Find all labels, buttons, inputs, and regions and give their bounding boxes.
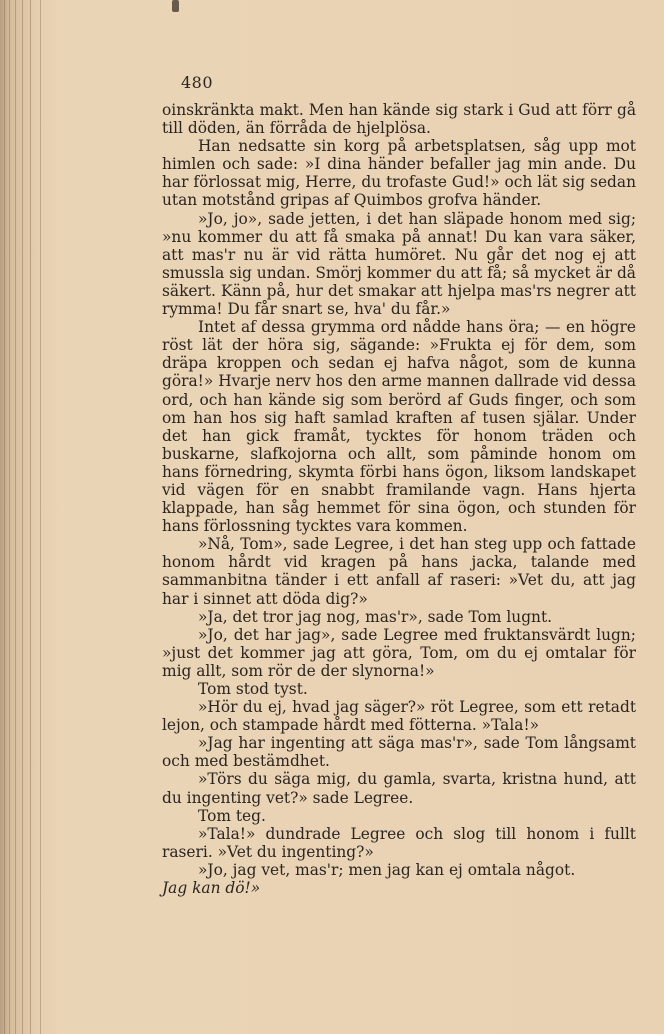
- paragraph: oinskränkta makt. Men han kände sig stark i Gud att förr gå till döden, än förråda de hjelplösa.: [162, 101, 636, 138]
- page-edge-line: [40, 0, 41, 1034]
- paragraph: »Jo, det har jag», sade Legree med fruktansvärdt lugn; »just det kommer jag att göra, Tom, om du ej omtalar för mig allt, som rör de der slynorna!»: [162, 625, 636, 680]
- page-edge-line: [9, 0, 10, 1034]
- italic-closing-text: Jag kan dö!»: [162, 879, 261, 898]
- paragraph: »Jo, jag vet, mas'r; men jag kan ej omtala något.: [198, 860, 576, 879]
- paragraph: »Nå, Tom», sade Legree, i det han steg upp och fattade honom hårdt vid kragen på hans jacka, talande med sammanbitna tänder i ett anfall af raseri: »Vet du, att jag har i sinnet att döda dig?»: [162, 535, 636, 608]
- page-edge-line: [4, 0, 5, 1034]
- paragraph: »Tala!» dundrade Legree och slog till honom i fullt raseri. »Vet du ingenting?»: [162, 824, 636, 861]
- paragraph: Tom teg.: [198, 806, 266, 825]
- page-number: 480: [181, 73, 214, 92]
- paragraph: »Ja, det tror jag nog, mas'r», sade Tom lugnt.: [198, 607, 553, 626]
- page-edge-line: [15, 0, 16, 1034]
- ink-mark: [172, 0, 179, 12]
- page-edge-line: [22, 0, 23, 1034]
- paragraph: »Jag har ingenting att säga mas'r», sade Tom långsamt och med bestämdhet.: [162, 734, 636, 771]
- body-text: [162, 101, 636, 897]
- paragraph: Tom stod tyst.: [198, 680, 308, 698]
- paragraph: »Jo, jo», sade jetten, i det han släpade honom med sig; »nu kommer du att få smaka på annat! Du kan vara säker, att mas'r nu är vid rätta humöret. Nu går det nog ej att smussla sig undan. Smörj kommer du att få; så mycket är då säkert. Känn på, hur det smakar att hjelpa mas'rs negrer att rymma! Du får snart se, hva' du får.»: [162, 209, 636, 319]
- paragraph: »Törs du säga mig, du gamla, svarta, kristna hund, att du ingenting vet?» sade Legree.: [162, 770, 636, 807]
- closing-line: [162, 879, 636, 897]
- paragraph: »Hör du ej, hvad jag säger?» röt Legree, som ett retadt lejon, och stampade hårdt med fötterna. »Tala!»: [162, 698, 636, 735]
- page-edge-line: [30, 0, 31, 1034]
- paragraph: Han nedsatte sin korg på arbetsplatsen, såg upp mot himlen och sade: »I dina händer befaller jag min ande. Du har förlossat mig, Herre, du trofaste Gud!» och lät sig sedan utan motstånd gripas af Quimbos grofva händer.: [162, 137, 636, 210]
- paragraph: Intet af dessa grymma ord nådde hans öra; — en högre röst lät der höra sig, sägande: »Frukta ej för dem, som dräpa kroppen och sedan ej hafva något, som de kunna göra!» Hvarje nerv hos den arme mannen dallrade vid dessa ord, och han kände sig som berörd af Guds finger, och som om han hos sig haft samlad kraften af tusen själar. Under det han gick framåt, tycktes för honom träden och buskarne, slafkojorna och allt, som påminde honom om hans förnedring, skymta förbi hans ögon, liksom landskapet vid vägen för en snabbt framilande vagn. Hans hjerta klappade, han såg hemmet för sina ögon, och stunden för hans förlossning tycktes vara kommen.: [162, 318, 636, 536]
